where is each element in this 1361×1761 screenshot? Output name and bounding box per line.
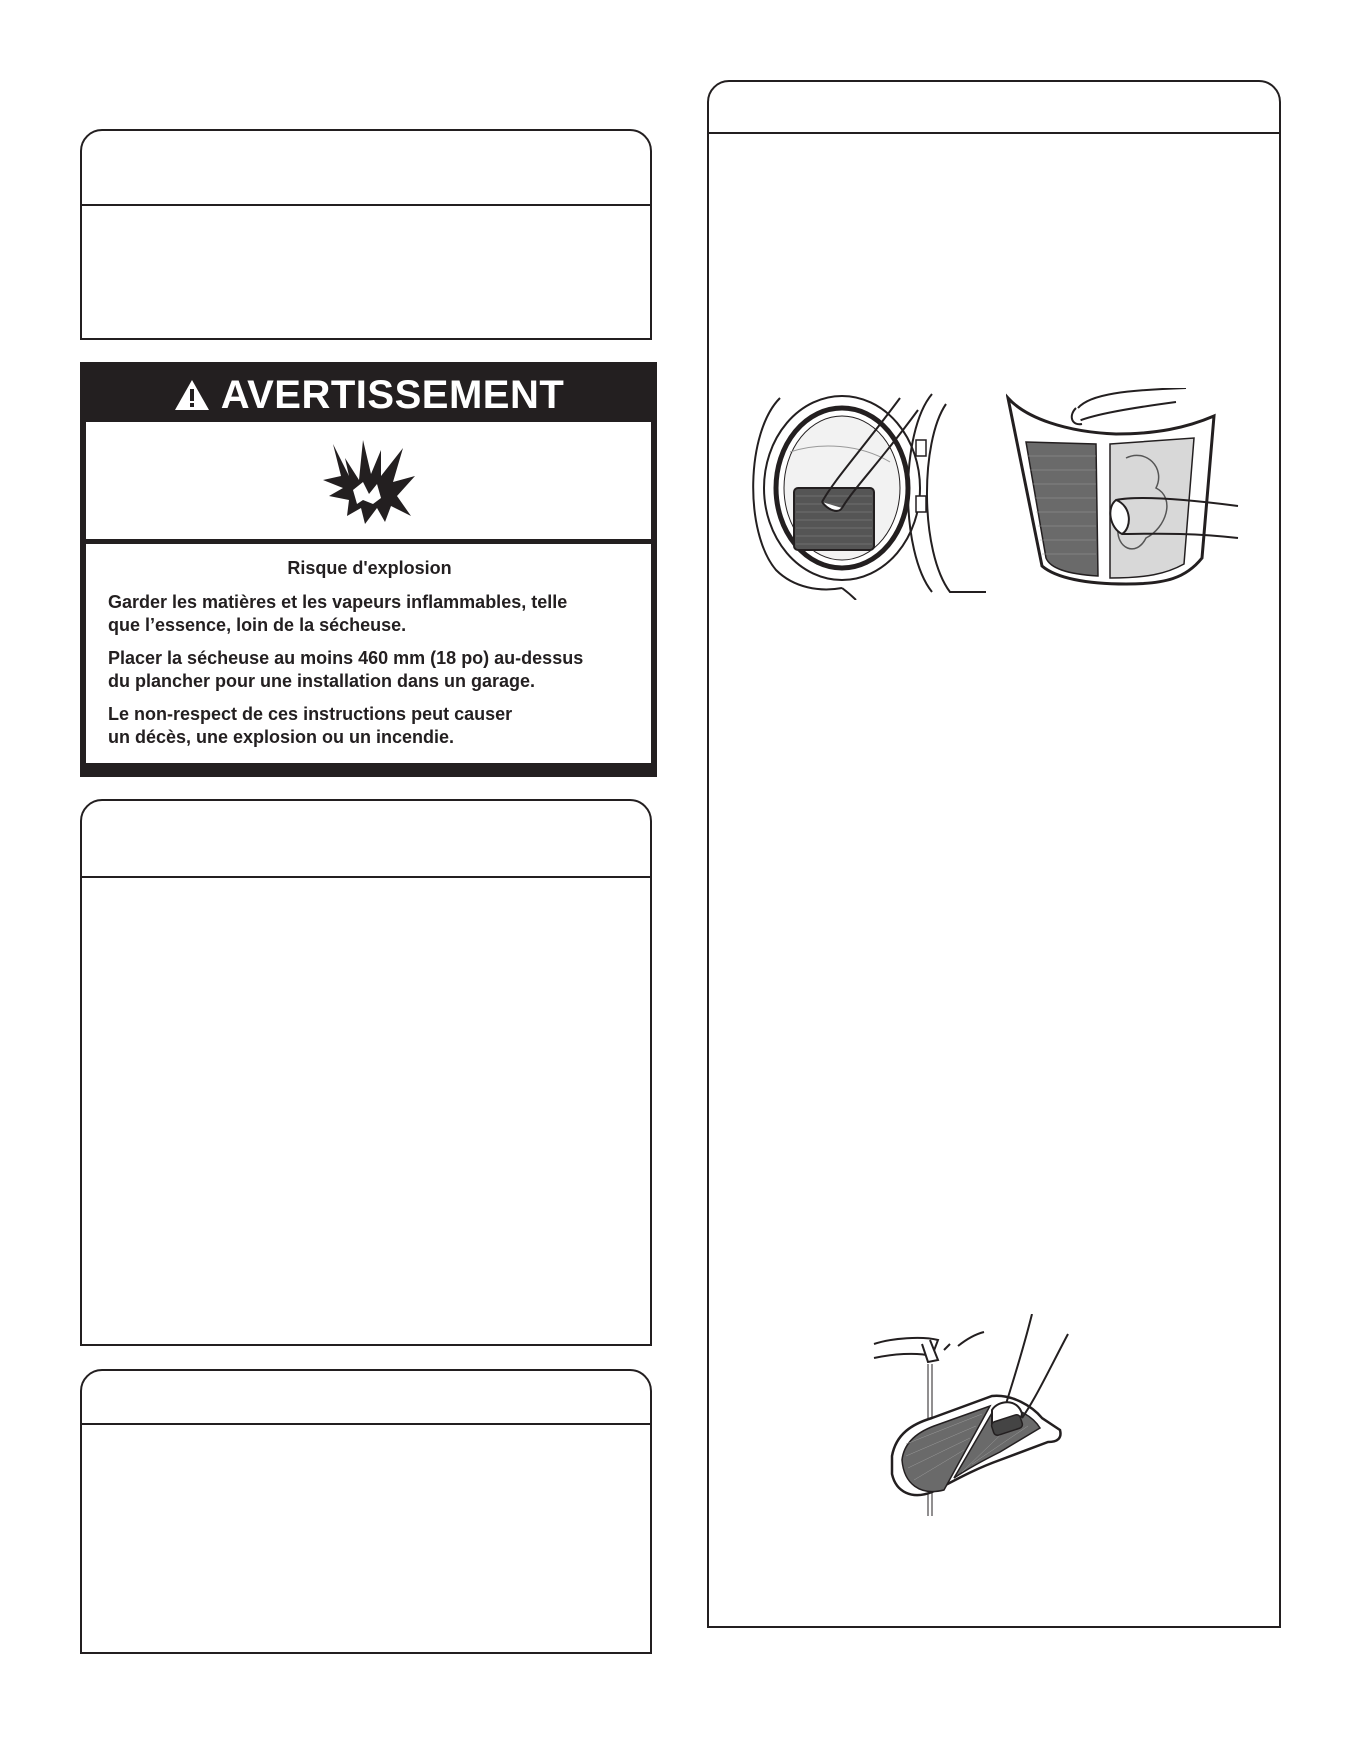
warning-p1-line2: que l’essence, loin de la sécheuse. [108, 615, 407, 635]
section-divider [82, 876, 650, 878]
hazard-title: Risque d'explosion [287, 558, 452, 578]
warning-icon-panel [86, 422, 651, 539]
section-box-middle-left [80, 799, 652, 1346]
lint-removal-illustration [1006, 388, 1246, 594]
warning-p2-line1: Placer la sécheuse au moins 460 mm (18 po) au-dessus [108, 648, 584, 668]
screen-washing-illustration [872, 1314, 1088, 1516]
explosion-icon [319, 436, 419, 526]
section-divider [709, 132, 1279, 134]
warning-text-panel [86, 544, 651, 763]
warning-p3-line1: Le non-respect de ces instructions peut causer [108, 704, 513, 724]
warning-p1-line1: Garder les matières et les vapeurs inflammables, telle [108, 592, 568, 612]
dryer-lint-screen-illustration [750, 392, 986, 600]
warning-paragraph-3 [108, 703, 631, 749]
warning-p2-line2: du plancher pour une installation dans un garage. [108, 671, 536, 691]
section-box-bottom-left [80, 1369, 652, 1654]
warning-paragraph-2 [108, 647, 631, 693]
warning-header [86, 368, 651, 422]
section-divider [82, 1423, 650, 1425]
warning-header-label: AVERTISSEMENT [220, 372, 565, 417]
section-divider [82, 204, 650, 206]
warning-panel [80, 362, 657, 777]
warning-paragraph-1 [108, 591, 631, 637]
warning-p3-line2: un décès, une explosion ou un incendie. [108, 727, 455, 747]
warning-triangle-icon [173, 378, 211, 412]
section-box-top-left [80, 129, 652, 340]
